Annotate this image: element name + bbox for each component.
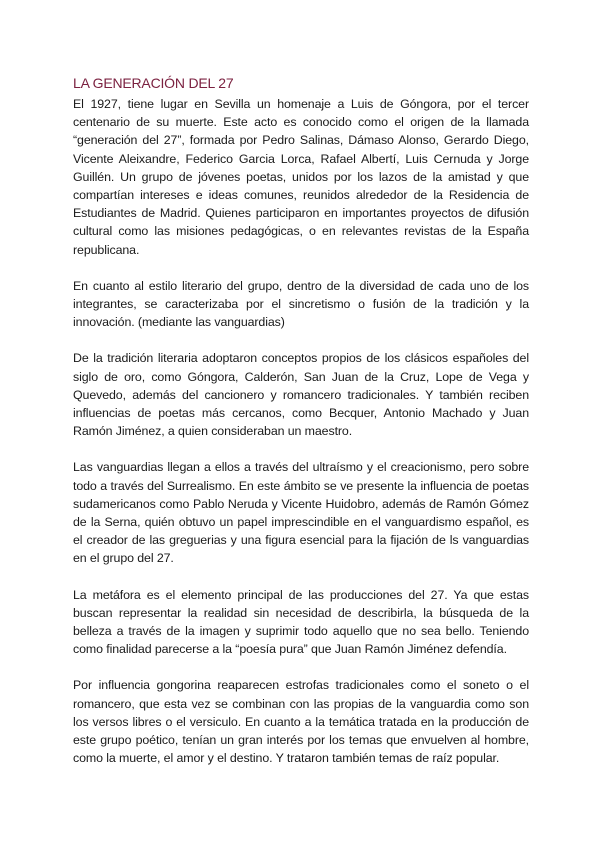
paragraph-origin: El 1927, tiene lugar en Sevilla un homenaje a Luis de Góngora, por el tercer centenario de su muerte. Este acto es conocido como el origen de la llamada “generación del 27”, formada por Pedro Salinas, Dámaso Alonso, Gerardo Diego, Vicente Aleixandre, Federico Garcia Lorca, Rafael Albertí, Luis Cernuda y Jorge Guillén. Un grupo de jóvenes poetas, unidos por los lazos de la amistad y que compartían intereses e ideas comunes, reunidos alrededor de la Residencia de Estudiantes de Madrid. Quienes participaron en importantes proyectos de difusión cultural como las misiones pedagógicas, o en relevantes revistas de la España republicana. [73, 97, 529, 257]
paragraph-style: En cuanto al estilo literario del grupo, dentro de la diversidad de cada uno de los integrantes, se caracterizaba por el sincretismo o fusión de la tradición y la innovación. (mediante las vanguardias) [73, 278, 529, 330]
document-page [73, 74, 529, 768]
paragraph-metaphor: La metáfora es el elemento principal de las producciones del 27. Ya que estas buscan representar la realidad sin necesidad de describirla, la búsqueda de la belleza a través de la imagen y suprimir todo aquello que no sea bello. Teniendo como finalidad parecerse a la “poesía pura” que Juan Ramón Jiménez defendía. [73, 587, 529, 657]
document-title: LA GENERACIÓN DEL 27 [73, 75, 234, 91]
paragraph-tradition: De la tradición literaria adoptaron conceptos propios de los clásicos españoles del siglo de oro, como Góngora, Calderón, San Juan de la Cruz, Lope de Vega y Quevedo, además del cancionero y romancero tradicionales. Y también reciben influencias de poetas más cercanos, como Becquer, Antonio Machado y Juan Ramón Jiménez, a quien consideraban un maestro. [73, 351, 529, 439]
paragraph-vanguards: Las vanguardias llegan a ellos a través del ultraísmo y el creacionismo, pero sobre todo a través del Surrealismo. En este ámbito se ve presente la influencia de poetas sudamericanos como Pablo Neruda y Vicente Huidobro, además de Ramón Gómez de la Serna, quién obtuvo un papel imprescindible en el vanguardismo español, es el creador de las greguerias y una figura esencial para la fijación de ls vanguardias en el grupo del 27. [73, 460, 529, 566]
paragraph-forms-themes: Por influencia gongorina reaparecen estrofas tradicionales como el soneto o el romancero, que esta vez se combinan con las propias de la vanguardia como son los versos libres o el versiculo. En cuanto a la temática tratada en la producción de este grupo poético, tenían un gran interés por los temas que envuelven al hombre, como la muerte, el amor y el destino. Y trataron también temas de raíz popular. [73, 678, 529, 766]
